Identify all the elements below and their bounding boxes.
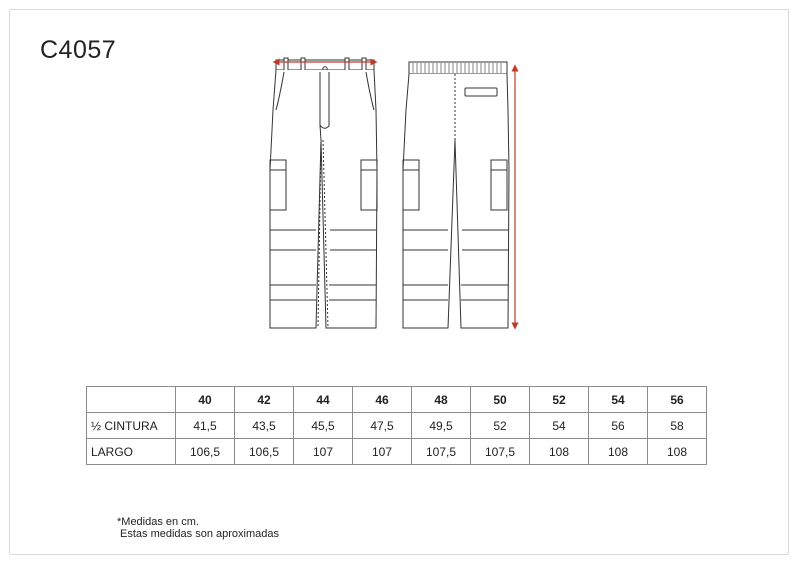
table-cell: 47,5	[353, 413, 412, 439]
table-cell: 54	[530, 413, 589, 439]
table-cell: 106,5	[235, 439, 294, 465]
table-cell: 41,5	[176, 413, 235, 439]
size-header-cell: 48	[412, 387, 471, 413]
size-header-cell: 54	[589, 387, 648, 413]
table-cell: 49,5	[412, 413, 471, 439]
table-cell: 107	[353, 439, 412, 465]
pants-back-view	[403, 62, 509, 328]
table-cell: 108	[589, 439, 648, 465]
size-header-cell: 44	[294, 387, 353, 413]
table-cell: 43,5	[235, 413, 294, 439]
size-header-cell: 42	[235, 387, 294, 413]
table-row-half-waist	[87, 413, 707, 439]
pants-front-view	[270, 58, 377, 328]
note-approximate: Estas medidas son aproximadas	[120, 528, 279, 540]
model-code: C4057	[40, 36, 117, 64]
table-cell: 52	[471, 413, 530, 439]
table-cell: 45,5	[294, 413, 353, 439]
table-cell: 106,5	[176, 439, 235, 465]
garment-technical-drawing	[255, 50, 535, 340]
measurement-notes	[117, 516, 279, 540]
table-cell: 107	[294, 439, 353, 465]
table-cell: 107,5	[412, 439, 471, 465]
size-header-cell: 56	[648, 387, 707, 413]
size-header-cell: 46	[353, 387, 412, 413]
table-cell: 108	[648, 439, 707, 465]
table-cell: 58	[648, 413, 707, 439]
table-cell: 56	[589, 413, 648, 439]
size-header-cell: 40	[176, 387, 235, 413]
table-row-length	[87, 439, 707, 465]
size-header-row	[87, 387, 707, 413]
table-corner-cell	[87, 387, 176, 413]
note-units: *Medidas en cm.	[117, 516, 199, 528]
size-table	[86, 386, 707, 465]
table-cell: 107,5	[471, 439, 530, 465]
row-label: ½ CINTURA	[87, 413, 176, 439]
size-header-cell: 50	[471, 387, 530, 413]
table-cell: 108	[530, 439, 589, 465]
row-label: LARGO	[87, 439, 176, 465]
size-header-cell: 52	[530, 387, 589, 413]
